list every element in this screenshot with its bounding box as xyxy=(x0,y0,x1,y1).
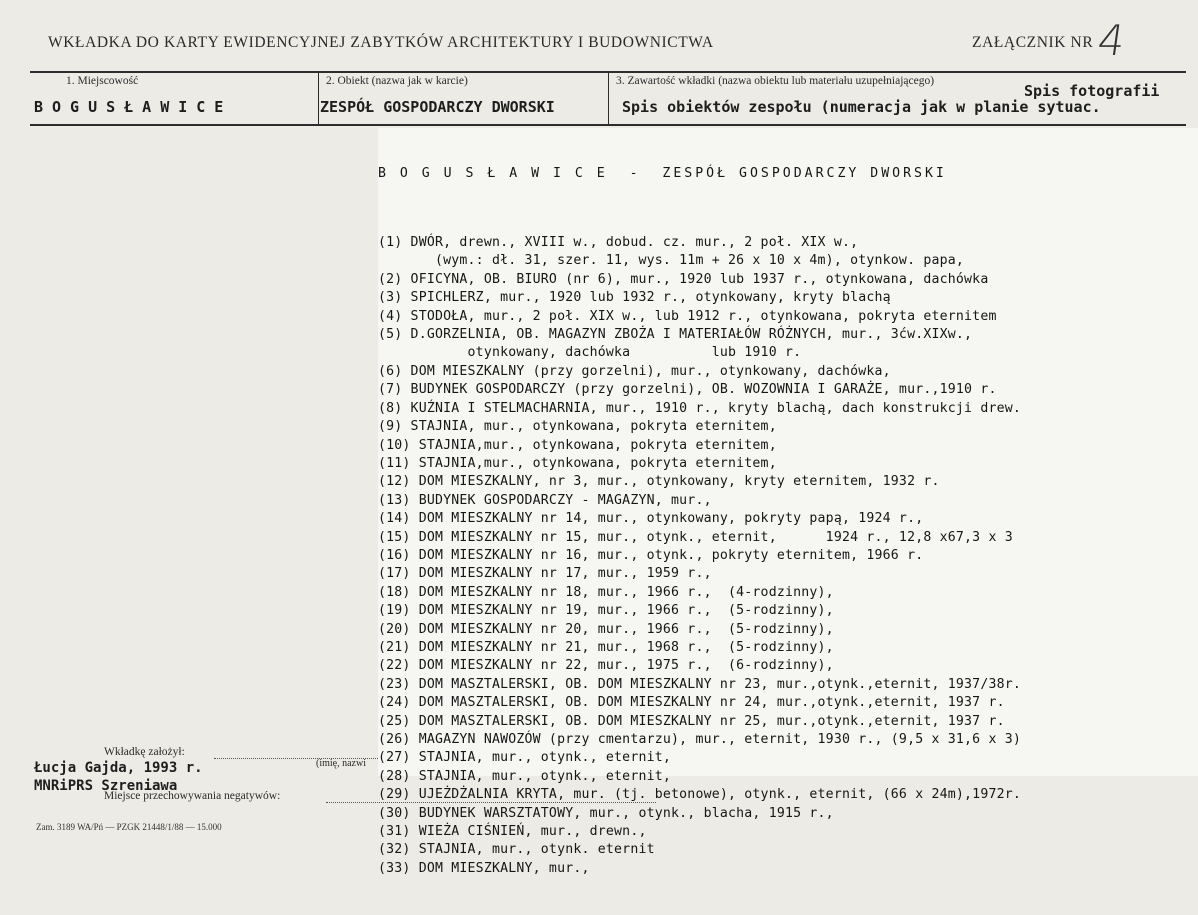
locality-value: BOGUSŁAWICE xyxy=(34,98,233,116)
object-list-line: (30) BUDYNEK WARSZTATOWY, mur., otynk., blacha, 1915 r., xyxy=(378,805,834,821)
object-list-line: (3) SPICHLERZ, mur., 1920 lub 1932 r., otynkowany, kryty blachą xyxy=(378,290,891,306)
object-list-line: (12) DOM MIESZKALNY, nr 3, mur., otynkowany, kryty eternitem, 1932 r. xyxy=(378,474,940,490)
object-list-line: (25) DOM MASZTALERSKI, OB. DOM MIESZKALNY nr 25, mur.,otynk.,eternit, 1937 r. xyxy=(378,713,1005,729)
form-title: WKŁADKA DO KARTY EWIDENCYJNEJ ZABYTKÓW ARCHITEKTURY I BUDOWNICTWA xyxy=(48,34,714,51)
negatives-dotline xyxy=(326,802,656,803)
object-value: ZESPÓŁ GOSPODARCZY DWORSKI xyxy=(320,98,555,116)
object-list-line: (24) DOM MASZTALERSKI, OB. DOM MIESZKALNY nr 24, mur.,otynk.,eternit, 1937 r. xyxy=(378,695,1005,711)
column-divider-1 xyxy=(318,71,319,126)
print-info: Zam. 3189 WA/Pń — PZGK 21448/1/88 — 15.000 xyxy=(36,822,222,832)
object-list-line: (2) OFICYNA, OB. BIURO (nr 6), mur., 1920 lub 1937 r., otynkowana, dachówka xyxy=(378,271,989,287)
typed-heading: B O G U S Ł A W I C E - ZESPÓŁ GOSPODARCZY DWORSKI xyxy=(378,165,947,181)
col1-label: 1. Miejscowość xyxy=(66,75,139,87)
object-list-line: (32) STAJNIA, mur., otynk. eternit xyxy=(378,842,655,858)
col2-label: 2. Obiekt (nazwa jak w karcie) xyxy=(326,75,468,87)
attachment-label: ZAŁĄCZNIK NR xyxy=(972,34,1094,51)
founder-value: Łucja Gajda, 1993 r. xyxy=(34,760,203,776)
object-list-line: (17) DOM MIESZKALNY nr 17, mur., 1959 r., xyxy=(378,566,712,582)
col3-label: 3. Zawartość wkładki (nazwa obiektu lub materiału uzupełniającego) xyxy=(616,75,935,87)
object-list-line: (29) UJEŻDŻALNIA KRYTA, mur. (tj. betonowe), otynk., eternit, (66 x 24m),1972r. xyxy=(378,787,1022,803)
object-list-line: (20) DOM MIESZKALNY nr 20, mur., 1966 r., (5-rodzinny), xyxy=(378,621,834,637)
object-list-line: (7) BUDYNEK GOSPODARCZY (przy gorzelni), OB. WOZOWNIA I GARAŻE, mur.,1910 r. xyxy=(378,382,997,398)
object-list-line: (19) DOM MIESZKALNY nr 19, mur., 1966 r., (5-rodzinny), xyxy=(378,603,834,619)
object-list-line: (33) DOM MIESZKALNY, mur., xyxy=(378,860,590,876)
object-list-line: (wym.: dł. 31, szer. 11, wys. 11m + 26 x 10 x 4m), otynkow. papa, xyxy=(378,253,965,269)
typed-sheet xyxy=(378,128,1198,876)
object-list-line: (8) KUŹNIA I STELMACHARNIA, mur., 1910 r., kryty blachą, dach konstrukcji drew. xyxy=(378,400,1022,416)
object-list-line: (27) STAJNIA, mur., otynk., eternit, xyxy=(378,750,672,766)
object-list xyxy=(378,234,1198,878)
object-list-line: (21) DOM MIESZKALNY nr 21, mur., 1968 r., (5-rodzinny), xyxy=(378,639,834,655)
object-list-line: (15) DOM MIESZKALNY nr 15, mur., otynk., eternit, 1924 r., 12,8 x67,3 x 3 xyxy=(378,529,1013,545)
object-list-line: (11) STAJNIA,mur., otynkowana, pokryta eternitem, xyxy=(378,455,777,471)
organization-value: MNRiPRS Szreniawa xyxy=(34,778,178,794)
contents-value-line2: Spis obiektów zespołu (numeracja jak w planie sytuac. xyxy=(622,98,1101,116)
column-divider-2 xyxy=(608,71,609,126)
object-list-line: (31) WIEŻA CIŚNIEŃ, mur., drewn., xyxy=(378,824,647,840)
object-list-line: (6) DOM MIESZKALNY (przy gorzelni), mur., otynkowany, dachówka, xyxy=(378,363,891,379)
object-list-line: (23) DOM MASZTALERSKI, OB. DOM MIESZKALNY nr 23, mur.,otynk.,eternit, 1937/38r. xyxy=(378,676,1022,692)
object-list-line: (26) MAGAZYN NAWOZÓW (przy cmentarzu), mur., eternit, 1930 r., (9,5 x 31,6 x 3) xyxy=(378,732,1022,747)
object-list-line: (1) DWÓR, drewn., XVIII w., dobud. cz. mur., 2 poł. XIX w., xyxy=(378,235,859,251)
founder-label: Wkładkę założył: xyxy=(104,746,185,758)
object-list-line: (16) DOM MIESZKALNY nr 16, mur., otynk., pokryty eternitem, 1966 r. xyxy=(378,547,924,563)
object-list-line: (4) STODOŁA, mur., 2 poł. XIX w., lub 1912 r., otynkowana, pokryta eternitem xyxy=(378,308,997,324)
object-list-line: (22) DOM MIESZKALNY nr 22, mur., 1975 r., (6-rodzinny), xyxy=(378,658,834,674)
attachment-number: 4 xyxy=(1094,16,1129,65)
object-list-line: (5) D.GORZELNIA, OB. MAGAZYN ZBOŻA I MATERIAŁÓW RÓŻNYCH, mur., 3ćw.XIXw., xyxy=(378,327,973,343)
object-list-line: (18) DOM MIESZKALNY nr 18, mur., 1966 r., (4-rodzinny), xyxy=(378,584,834,600)
contents-value-line1: Spis fotografii xyxy=(1024,82,1160,100)
object-list-line: (14) DOM MIESZKALNY nr 14, mur., otynkowany, pokryty papą, 1924 r., xyxy=(378,511,924,527)
object-list-line: (28) STAJNIA, mur., otynk., eternit, xyxy=(378,768,672,784)
name-caption: (imię, nazwi xyxy=(316,758,366,769)
object-list-line: otynkowany, dachówka lub 1910 r. xyxy=(378,345,802,361)
object-list-line: (9) STAJNIA, mur., otynkowana, pokryta eternitem, xyxy=(378,419,777,435)
negatives-label: Miejsce przechowywania negatywów: xyxy=(104,790,281,802)
object-list-line: (10) STAJNIA,mur., otynkowana, pokryta eternitem, xyxy=(378,437,777,453)
object-list-line: (13) BUDYNEK GOSPODARCZY - MAGAZYN, mur., xyxy=(378,492,712,508)
